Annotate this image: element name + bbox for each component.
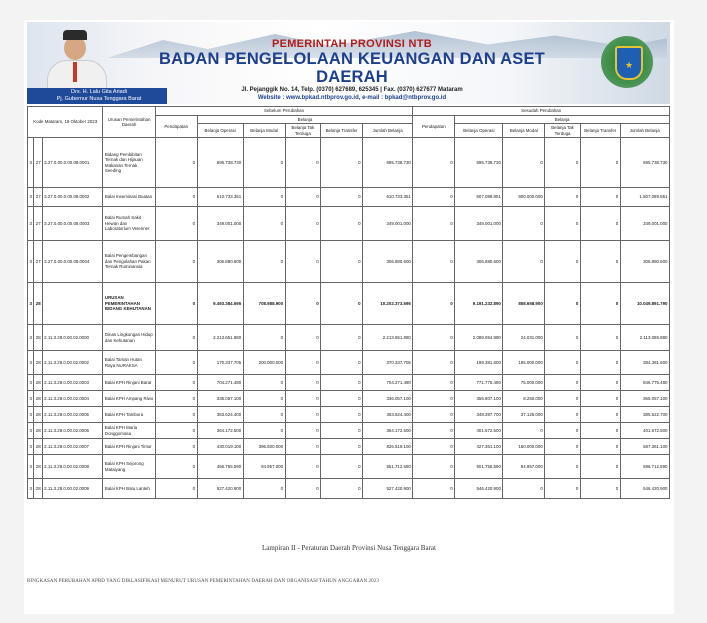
cell-m1: 0 [243,325,285,351]
table-row [28,407,670,423]
cell-o2: 356.807.100 [455,391,503,407]
cell-j2: 349.001.000 [620,207,669,241]
table-row [28,391,670,407]
cell-o2: 771.775.480 [455,375,503,391]
cell-b: 28 [34,455,42,479]
cell-m1: 94.957.000 [243,455,285,479]
belanja-before-header: Belanja [197,116,413,124]
cell-tr2: 0 [580,207,620,241]
cell-b: 28 [34,283,42,325]
cell-tr2: 0 [580,241,620,283]
cell-j1: 370.337.705 [363,351,413,375]
cell-o1: 2.213.651.880 [197,325,243,351]
cell-m2: 75.000.000 [503,375,545,391]
cell-o1: 336.057.100 [197,391,243,407]
cell-p1: 0 [155,479,197,499]
cell-p2: 0 [413,391,455,407]
cell-p1: 0 [155,423,197,439]
cell-j2: 587.361.100 [620,439,669,455]
cell-kode: 2.11.3.28.0.00.02.0008 [42,455,103,479]
cell-kode: 3.27.0.00.0.00.08.0001 [42,138,103,188]
cell-j2: 365.057.100 [620,391,669,407]
cell-t2: 0 [545,351,581,375]
cell-j2: 10.049.891.790 [620,283,669,325]
cell-uraian: Balai Taman Hutan Raya NURAKSA [103,351,155,375]
cell-t2: 0 [545,391,581,407]
cell-o2: 501.755.590 [455,455,503,479]
cell-o2: 349.001.000 [455,207,503,241]
cell-kode [42,283,103,325]
cell-tr2: 0 [580,375,620,391]
sub-header: Belanja Operasi [455,124,503,138]
cell-o1: 306.880.600 [197,241,243,283]
cell-p1: 0 [155,455,197,479]
cell-t1: 0 [285,188,321,207]
pendapatan-before-header: Pendapatan [155,116,197,138]
cell-tr1: 0 [321,439,363,455]
cell-tr2: 0 [580,283,620,325]
cell-a: 3 [28,283,34,325]
cell-uraian: URUSAN PEMERINTAHAN BIDANG KEHUTANAN [103,283,155,325]
cell-tr2: 0 [580,439,620,455]
cell-m1: 396.500.000 [243,439,285,455]
cell-o1: 9.493.384.695 [197,283,243,325]
table-row [28,439,670,455]
cell-a: 3 [28,241,34,283]
cell-p2: 0 [413,207,455,241]
cell-m2: 0 [503,479,545,499]
cell-j2: 695.738.730 [620,138,669,188]
cell-o1: 349.001.000 [197,207,243,241]
cell-tr1: 0 [321,479,363,499]
cell-p1: 0 [155,375,197,391]
cell-o2: 2.089.054.980 [455,325,503,351]
cell-uraian: Balai Pengembangan dan Pengolahan Pakan Ternak Ruminansia [103,241,155,283]
cell-kode: 3.27.0.00.0.00.08.0002 [42,188,103,207]
sub-header: Belanja Modal [503,124,545,138]
cell-t1: 0 [285,479,321,499]
cell-a: 3 [28,439,34,455]
cell-m1: 0 [243,423,285,439]
cell-a: 3 [28,391,34,407]
cell-uraian: Balai KPH Rinjani Barat [103,375,155,391]
cell-p1: 0 [155,207,197,241]
cell-tr1: 0 [321,188,363,207]
cell-a: 3 [28,351,34,375]
cell-t2: 0 [545,138,581,188]
cell-tr1: 0 [321,283,363,325]
cell-t1: 0 [285,423,321,439]
cell-kode: 2.11.3.28.0.00.02.0005 [42,407,103,423]
cell-p2: 0 [413,325,455,351]
cell-a: 3 [28,423,34,439]
cell-m1: 0 [243,375,285,391]
cell-j1: 336.057.100 [363,391,413,407]
header-address: Jl. Pejanggik No. 14, Telp. (0370) 627689, 625345 | Fax. (0370) 627677 Mataram [241,87,463,93]
cell-uraian: Balai KPH Batu Lanteh [103,479,155,499]
cell-t2: 0 [545,439,581,455]
cell-m1: 0 [243,391,285,407]
cell-o1: 695.738.730 [197,138,243,188]
cell-j2: 1.507.089.851 [620,188,669,207]
cell-tr1: 0 [321,423,363,439]
cell-j1: 363.624.400 [363,407,413,423]
cell-o2: 401.672.500 [455,423,503,439]
cell-m2: 37.125.000 [503,407,545,423]
cell-p1: 0 [155,439,197,455]
sub-header: Belanja Operasi [197,124,243,138]
cell-tr1: 0 [321,455,363,479]
cell-a: 3 [28,479,34,499]
cell-m2: 858.658.900 [503,283,545,325]
cell-t2: 0 [545,325,581,351]
cell-a: 3 [28,407,34,423]
cell-b: 28 [34,407,42,423]
cell-j2: 385.522.700 [620,407,669,423]
cell-b: 27 [34,241,42,283]
cell-tr2: 0 [580,188,620,207]
cell-b: 28 [34,439,42,455]
cell-j2: 546.420.900 [620,479,669,499]
cell-b: 28 [34,479,42,499]
cell-o1: 527.420.900 [197,479,243,499]
cell-j2: 2.113.086.880 [620,325,669,351]
cell-kode: 2.11.3.28.0.00.02.0002 [42,351,103,375]
cell-tr2: 0 [580,391,620,407]
cell-b: 27 [34,138,42,188]
cell-kode: 2.11.3.28.0.00.02.0007 [42,439,103,455]
table-row [28,423,670,439]
cell-t2: 0 [545,455,581,479]
cell-t1: 0 [285,407,321,423]
cell-t2: 0 [545,283,581,325]
cell-tr2: 0 [580,455,620,479]
cell-j1: 610.733.351 [363,188,413,207]
cell-tr1: 0 [321,407,363,423]
table-row [28,479,670,499]
cell-o2: 348.397.700 [455,407,503,423]
header-line2: BADAN PENGELOLAAN KEUANGAN DAN ASET DAERAH [159,50,545,86]
cell-kode: 2.11.3.28.0.00.02.0006 [42,423,103,439]
budget-table-body [28,138,670,499]
cell-t1: 0 [285,138,321,188]
cell-t2: 0 [545,207,581,241]
cell-t1: 0 [285,439,321,455]
cell-kode: 2.11.3.28.0.00.02.0000 [42,325,103,351]
cell-p2: 0 [413,283,455,325]
belanja-after-header: Belanja [455,116,670,124]
cell-m2: 900.000.000 [503,188,545,207]
cell-o2: 199.381.600 [455,351,503,375]
table-row [28,138,670,188]
cell-p2: 0 [413,241,455,283]
cell-t2: 0 [545,375,581,391]
cell-o2: 546.420.900 [455,479,503,499]
cell-t1: 0 [285,351,321,375]
sub-header: Belanja Transfer [321,124,363,138]
cell-o2: 607.089.851 [455,188,503,207]
cell-uraian: Balai KPH Rinjani Timur [103,439,155,455]
col-uraian-header: Urusan Pemerintahan Daerah [103,107,155,138]
cell-o1: 170.337.705 [197,351,243,375]
cell-m2: 24.031.000 [503,325,545,351]
cell-m1: 708.988.900 [243,283,285,325]
cell-j1: 695.738.730 [363,138,413,188]
cell-o2: 306.880.600 [455,241,503,283]
cell-p1: 0 [155,188,197,207]
cell-o1: 610.733.351 [197,188,243,207]
cell-b: 27 [34,188,42,207]
cell-p2: 0 [413,188,455,207]
cell-j2: 846.775.480 [620,375,669,391]
document-page [24,20,674,614]
cell-kode: 2.11.3.28.0.00.02.0004 [42,391,103,407]
cell-tr1: 0 [321,138,363,188]
cell-m2: 0 [503,241,545,283]
group-before-header: Sebelum Perubahan [155,107,413,116]
cell-t1: 0 [285,325,321,351]
cell-t1: 0 [285,375,321,391]
pendapatan-after-header: Pendapatan [413,116,455,138]
cell-uraian: Balai Inseminasi Buatan [103,188,155,207]
col-kode-header: Kode Mataram, 19 Oktober 2023 [28,107,103,138]
cell-p2: 0 [413,407,455,423]
cell-m1: 0 [243,207,285,241]
cell-tr1: 0 [321,325,363,351]
governor-position: Pj. Gubernur Nusa Tenggara Barat [56,96,142,102]
table-row [28,325,670,351]
cell-t2: 0 [545,479,581,499]
cell-a: 3 [28,375,34,391]
sub-header: Belanja Tak Terduga [285,124,321,138]
sub-header: Jumlah Belanja [620,124,669,138]
cell-b: 28 [34,325,42,351]
cell-o1: 430.019.100 [197,439,243,455]
cell-p2: 0 [413,455,455,479]
cell-uraian: Balai Rumah Sakit Hewan dan Laboratorium Veteriner [103,207,155,241]
table-row [28,375,670,391]
cell-tr2: 0 [580,351,620,375]
cell-tr2: 0 [580,325,620,351]
cell-j1: 306.880.600 [363,241,413,283]
cell-kode: 3.27.0.00.0.00.08.0004 [42,241,103,283]
table-row [28,188,670,207]
cell-t2: 0 [545,188,581,207]
ringkasan-caption: RINGKASAN PERUBAHAN APBD YANG DIKLASIFIKASI MENURUT URUSAN PEMERINTAHAN DAERAH DAN ORGANISASI TAHUN ANGGARAN 2023 [27,579,379,584]
cell-o1: 704.271.480 [197,375,243,391]
cell-o1: 456.755.590 [197,455,243,479]
cell-p1: 0 [155,407,197,423]
cell-t2: 0 [545,423,581,439]
cell-t2: 0 [545,241,581,283]
table-row [28,351,670,375]
cell-m2: 0 [503,207,545,241]
cell-j1: 527.420.900 [363,479,413,499]
cell-kode: 2.11.3.28.0.00.02.0009 [42,479,103,499]
cell-t1: 0 [285,455,321,479]
cell-m2: 94.957.000 [503,455,545,479]
cell-kode: 2.11.3.28.0.00.02.0003 [42,375,103,391]
cell-p1: 0 [155,391,197,407]
cell-uraian: Dinas Lingkungan Hidup dan Kehutanan [103,325,155,351]
ntb-emblem-icon: ★ [601,36,653,88]
cell-uraian: Balai KPH Ampang Riwo [103,391,155,407]
cell-p1: 0 [155,351,197,375]
sub-header: Belanja Tak Terduga [545,124,581,138]
cell-o2: 9.191.232.890 [455,283,503,325]
cell-t2: 0 [545,407,581,423]
cell-m2: 0 [503,138,545,188]
cell-p2: 0 [413,479,455,499]
budget-table [27,106,670,499]
cell-p2: 0 [413,351,455,375]
cell-tr2: 0 [580,138,620,188]
cell-a: 3 [28,207,34,241]
cell-p2: 0 [413,375,455,391]
cell-b: 27 [34,207,42,241]
table-row [28,241,670,283]
cell-t1: 0 [285,391,321,407]
cell-m1: 0 [243,188,285,207]
cell-j1: 551.712.590 [363,455,413,479]
cell-t1: 0 [285,241,321,283]
cell-a: 3 [28,138,34,188]
cell-tr1: 0 [321,241,363,283]
header-banner [27,22,670,104]
sub-header: Belanja Transfer [580,124,620,138]
header-line1: PEMERINTAH PROVINSI NTB [271,38,433,50]
governor-portrait [43,26,109,90]
cell-j1: 704.271.480 [363,375,413,391]
cell-j2: 306.880.600 [620,241,669,283]
cell-a: 3 [28,325,34,351]
cell-p2: 0 [413,439,455,455]
cell-j1: 349.001.000 [363,207,413,241]
governor-name: Drs. H. Lalu Gita Ariadi [71,89,127,95]
cell-p2: 0 [413,423,455,439]
cell-kode: 3.27.0.00.0.00.08.0003 [42,207,103,241]
cell-tr1: 0 [321,391,363,407]
cell-b: 28 [34,375,42,391]
cell-t1: 0 [285,283,321,325]
table-row [28,455,670,479]
cell-m2: 185.000.000 [503,351,545,375]
cell-j2: 596.712.590 [620,455,669,479]
cell-o2: 695.738.730 [455,138,503,188]
table-row [28,207,670,241]
cell-tr2: 0 [580,423,620,439]
cell-p1: 0 [155,241,197,283]
cell-a: 3 [28,188,34,207]
cell-m1: 200.000.000 [243,351,285,375]
cell-b: 28 [34,423,42,439]
sub-header: Belanja Modal [243,124,285,138]
cell-uraian: Balai KPH Sejorong Mataiyang [103,455,155,479]
cell-uraian: Balai KPH Maria Donggomasa [103,423,155,439]
cell-o1: 363.624.400 [197,407,243,423]
cell-b: 28 [34,391,42,407]
cell-uraian: Bidang Pembibitan Ternak dan Hijauan Makanan Ternak Seeding [103,138,155,188]
cell-m1: 0 [243,241,285,283]
cell-j2: 384.381.600 [620,351,669,375]
cell-tr1: 0 [321,375,363,391]
cell-p1: 0 [155,138,197,188]
table-row [28,283,670,325]
lampiran-caption: Lampiran II - Peraturan Daerah Provinsi Nusa Tenggara Barat [262,544,436,552]
group-after-header: Sesudah Perubahan [413,107,670,116]
cell-m1: 0 [243,138,285,188]
cell-j1: 2.213.651.880 [363,325,413,351]
cell-uraian: Balai KPH Tambora [103,407,155,423]
cell-o2: 427.361.100 [455,439,503,455]
cell-m2: 0 [503,423,545,439]
cell-p2: 0 [413,138,455,188]
cell-m2: 8.250.000 [503,391,545,407]
cell-t1: 0 [285,207,321,241]
cell-p1: 0 [155,283,197,325]
cell-m2: 160.000.000 [503,439,545,455]
cell-tr2: 0 [580,479,620,499]
cell-o1: 364.172.500 [197,423,243,439]
cell-j2: 401.672.500 [620,423,669,439]
cell-p1: 0 [155,325,197,351]
sub-header: Jumlah Belanja [363,124,413,138]
cell-j1: 364.172.500 [363,423,413,439]
header-title-area [142,38,562,102]
cell-tr2: 0 [580,407,620,423]
header-website: Website : www.bpkad.ntbprov.go.id, e-mail : bpkad@ntbprov.go.id [257,95,447,101]
cell-tr1: 0 [321,207,363,241]
cell-a: 3 [28,455,34,479]
cell-m1: 0 [243,479,285,499]
cell-j1: 826.519.100 [363,439,413,455]
cell-m1: 0 [243,407,285,423]
cell-b: 28 [34,351,42,375]
cell-tr1: 0 [321,351,363,375]
cell-j1: 10.202.373.595 [363,283,413,325]
